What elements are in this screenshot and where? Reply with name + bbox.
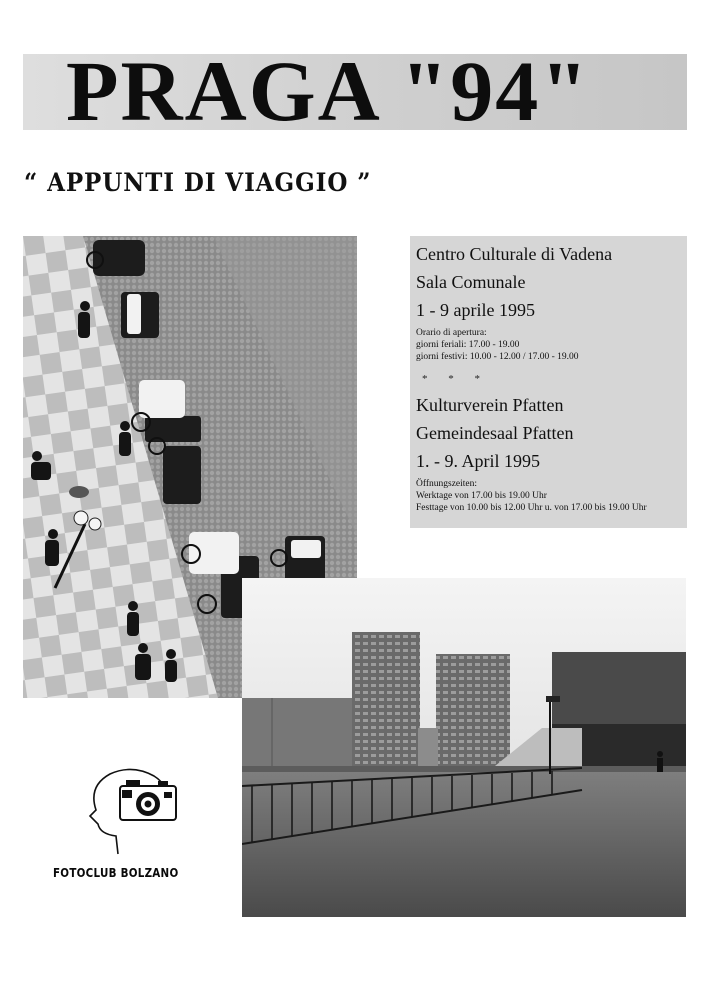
venue-german: Kulturverein Pfatten [416,395,564,415]
hours-weekdays-italian: giorni feriali: 17.00 - 19.00 [416,340,520,350]
hours-heading-german: Öffnungszeiten: [416,479,478,489]
photo-highrise-terrace [242,578,686,917]
hours-italian [416,327,681,363]
poster-title: PRAGA "94" [66,43,590,139]
hours-weekdays-german: Werktage von 17.00 bis 19.00 Uhr [416,491,547,501]
separator-stars: * * * [422,373,489,385]
head-with-camera-icon [80,766,180,856]
poster-subtitle: “ APPUNTI DI VIAGGIO ” [24,168,372,197]
venue-italian: Centro Culturale di Vadena [416,244,613,264]
hall-german: Gemeindesaal Pfatten [416,423,574,443]
dates-german: 1. - 9. April 1995 [416,451,540,471]
hours-german [416,478,681,514]
hours-heading-italian: Orario di apertura: [416,328,487,338]
hours-holidays-italian: giorni festivi: 10.00 - 12.00 / 17.00 - 19.00 [416,352,579,362]
exhibition-info-box [410,236,687,528]
hall-italian: Sala Comunale [416,272,526,292]
dates-italian: 1 - 9 aprile 1995 [416,300,535,320]
hours-holidays-german: Festtage von 10.00 bis 12.00 Uhr u. von 17.00 bis 19.00 Uhr [416,503,647,513]
club-name: FOTOCLUB BOLZANO [53,866,179,880]
